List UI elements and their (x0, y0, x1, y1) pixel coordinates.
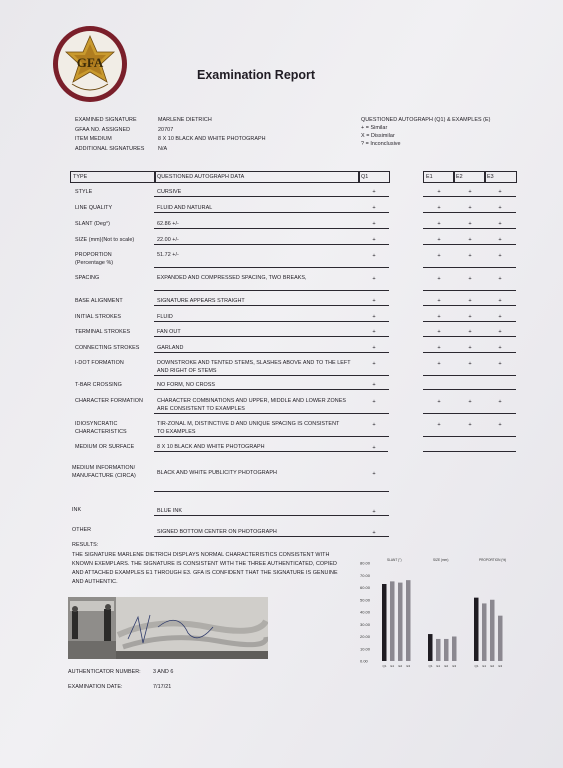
row-value: SIGNATURE APPEARS STRAIGHT (157, 298, 245, 304)
mark-e1: + (437, 345, 441, 351)
results-line: AND ATTACHED EXAMPLES E1 THROUGH E3. GFA IS CONFIDENT THAT THE SIGNATURE IS GENUINE (72, 570, 338, 576)
legend-title: QUESTIONED AUTOGRAPH (Q1) & EXAMPLES (E) (361, 117, 491, 123)
exam-date-label: EXAMINATION DATE: (68, 684, 123, 690)
examined-signature-label: EXAMINED SIGNATURE (75, 117, 137, 123)
row-label: BASE ALIGNMENT (75, 298, 123, 304)
report-title: Examination Report (197, 68, 316, 82)
mark-e2: + (468, 361, 472, 367)
row-label: CONNECTING STROKES (75, 345, 140, 351)
mark-e3: + (498, 189, 502, 195)
row-underline (423, 267, 516, 268)
bar (390, 581, 395, 661)
header-e3: E3 (487, 173, 494, 180)
row-label-line2: (Percentage %) (75, 260, 114, 266)
mark-q1: + (372, 237, 376, 243)
mark-e2: + (468, 298, 472, 304)
y-tick-label: 60.00 (360, 585, 371, 590)
row-underline (423, 413, 516, 414)
chart-group-title: PROPORTION (%) (479, 558, 507, 562)
row-value-line2: ARE CONSISTENT TO EXAMPLES (157, 406, 245, 412)
bar (498, 616, 503, 661)
mark-e3: + (498, 221, 502, 227)
mark-q1: + (372, 445, 376, 451)
x-tick-label: E2 (398, 664, 403, 668)
legend-dissimilar: X = Dissimilar (361, 133, 395, 139)
additional-signatures-value: N/A (158, 145, 168, 152)
row-value: CURSIVE (157, 189, 182, 195)
mark-e3: + (498, 399, 502, 405)
mark-q1: + (372, 422, 376, 428)
row-underline (423, 375, 516, 376)
bar (382, 584, 387, 661)
row-underline (423, 228, 516, 229)
mark-e2: + (468, 276, 472, 282)
results-line: THE SIGNATURE MARLENE DIETRICH DISPLAYS NORMAL CHARACTERISTICS CONSISTENT WITH (72, 552, 330, 558)
row-underline (423, 290, 516, 291)
examined-signature-value: MARLENE DIETRICH (158, 117, 212, 123)
mark-q1: + (372, 253, 376, 259)
row-label: MEDIUM INFORMATION/ (72, 465, 136, 471)
authenticator-label: AUTHENTICATOR NUMBER: (68, 669, 141, 675)
y-tick-label: 80.00 (360, 560, 371, 566)
mark-e2: + (468, 189, 472, 195)
bar (444, 639, 449, 661)
authenticator-value: 3 AND 6 (153, 669, 174, 675)
row-label: T-BAR CROSSING (75, 382, 122, 388)
row-value: SIGNED BOTTOM CENTER ON PHOTOGRAPH (157, 529, 277, 535)
row-label: SIZE (mm)(Not to scale) (75, 237, 135, 243)
row-underline (154, 290, 389, 291)
row-label: SPACING (75, 275, 100, 281)
mark-q1: + (372, 399, 376, 405)
row-value-line2: AND RIGHT OF STEMS (157, 368, 217, 374)
bar (474, 598, 479, 661)
mark-e2: + (468, 314, 472, 320)
row-underline (154, 196, 389, 197)
row-underline (423, 321, 516, 322)
row-underline (154, 536, 389, 537)
row-underline (154, 451, 358, 452)
mark-q1: + (372, 471, 376, 477)
mark-e1: + (437, 314, 441, 320)
row-label: OTHER (72, 527, 92, 533)
row-value: TIR-ZONAL M, DISTINCTIVE D AND UNIQUE SPACING IS CONSISTENT (157, 421, 340, 427)
row-label: INK (72, 507, 82, 513)
x-tick-label: E1 (390, 664, 395, 668)
mark-e2: + (468, 399, 472, 405)
row-label: TERMINAL STROKES (75, 329, 131, 335)
x-tick-label: E3 (452, 664, 457, 668)
mark-q1: + (372, 221, 376, 227)
mark-e3: + (498, 422, 502, 428)
row-label: SLANT (Deg°) (75, 221, 111, 227)
row-label: IDIOSYNCRATIC (75, 421, 118, 427)
header-questioned: QUESTIONED AUTOGRAPH DATA (157, 173, 245, 180)
mark-e3: + (498, 314, 502, 320)
gfaa-no-label: GFAA NO. ASSIGNED (75, 126, 131, 133)
mark-q1: + (372, 314, 376, 320)
mark-e1: + (437, 221, 441, 227)
header-type: TYPE (73, 173, 88, 180)
row-underline (423, 451, 516, 452)
row-underline (154, 244, 389, 245)
mark-e3: + (498, 205, 502, 211)
x-tick-label: E2 (490, 664, 495, 668)
legend-similar: + = Similar (361, 125, 388, 131)
header-e2: E2 (456, 173, 463, 180)
x-tick-label: Q1 (474, 664, 479, 668)
y-tick-label: 70.00 (360, 572, 371, 578)
x-tick-label: Q1 (382, 664, 387, 668)
bar (428, 634, 433, 661)
item-medium-value: 8 X 10 BLACK AND WHITE PHOTOGRAPH (158, 136, 266, 142)
signature-photograph (68, 597, 268, 659)
row-underline (423, 389, 516, 390)
mark-e2: + (468, 237, 472, 243)
mark-q1: + (372, 382, 376, 388)
bar (482, 603, 487, 661)
bar (452, 637, 457, 662)
row-underline (154, 375, 389, 376)
row-label-line2: CHARACTERISTICS (75, 429, 127, 435)
mark-q1: + (372, 345, 376, 351)
item-medium-label: ITEM MEDIUM (75, 136, 112, 142)
y-tick-label: 10.00 (360, 646, 371, 652)
gfaa-no-value: 20707 (158, 126, 174, 133)
mark-e2: + (468, 253, 472, 259)
mark-q1: + (372, 530, 376, 536)
header-e1: E1 (426, 173, 433, 180)
bar (406, 580, 411, 661)
row-underline (154, 413, 389, 414)
mark-q1: + (372, 276, 376, 282)
x-tick-label: E1 (482, 664, 487, 668)
row-value: NO FORM, NO CROSS (157, 382, 216, 388)
header-q1: Q1 (361, 173, 369, 180)
mark-q1: + (372, 361, 376, 367)
row-underline (154, 228, 389, 229)
chart-group-title: SIZE (mm) (433, 558, 449, 562)
row-underline (423, 336, 516, 337)
row-value: 22.00 +/- (157, 237, 179, 243)
y-tick-label: 0.00 (360, 658, 368, 664)
row-underline (154, 352, 389, 353)
row-value: BLUE INK (157, 508, 182, 514)
mark-e2: + (468, 205, 472, 211)
mark-e1: + (437, 329, 441, 335)
mark-e2: + (468, 422, 472, 428)
y-tick-label: 50.00 (360, 597, 371, 603)
mark-e1: + (437, 361, 441, 367)
row-value: FLUID (157, 314, 173, 320)
row-label: LINE QUALITY (75, 205, 113, 211)
row-underline (358, 451, 388, 452)
row-underline (154, 267, 389, 268)
row-underline (423, 305, 516, 306)
svg-text:GFA: GFA (76, 55, 104, 70)
mark-e1: + (437, 399, 441, 405)
exam-date-value: 7/17/21 (153, 684, 172, 690)
x-tick-label: E2 (444, 664, 449, 668)
mark-e3: + (498, 345, 502, 351)
row-underline (154, 305, 389, 306)
bar (490, 600, 495, 661)
mark-e3: + (498, 329, 502, 335)
results-heading: RESULTS: (72, 542, 99, 548)
row-underline (423, 352, 516, 353)
y-tick-label: 30.00 (360, 621, 371, 627)
row-underline (423, 196, 516, 197)
mark-q1: + (372, 189, 376, 195)
row-underline (423, 212, 516, 213)
row-value: BLACK AND WHITE PUBLICITY PHOTOGRAPH (157, 470, 277, 476)
mark-e3: + (498, 276, 502, 282)
row-underline (154, 436, 389, 437)
mark-e2: + (468, 221, 472, 227)
x-tick-label: Q1 (428, 664, 433, 668)
mark-e3: + (498, 253, 502, 259)
row-underline (154, 212, 389, 213)
mark-e1: + (437, 276, 441, 282)
row-underline (423, 244, 516, 245)
x-tick-label: E3 (406, 664, 411, 668)
mark-e3: + (498, 298, 502, 304)
mark-q1: + (372, 329, 376, 335)
mark-e3: + (498, 361, 502, 367)
row-underline (154, 389, 389, 390)
mark-e2: + (468, 345, 472, 351)
row-underline (154, 515, 389, 516)
row-label: CHARACTER FORMATION (75, 398, 143, 404)
chart-group-title: SLANT (°) (387, 558, 402, 562)
row-label: PROPORTION (75, 252, 112, 258)
row-value: 51.72 +/- (157, 252, 179, 258)
mark-q1: + (372, 298, 376, 304)
row-label: INITIAL STROKES (75, 314, 122, 320)
row-underline (154, 321, 389, 322)
row-value: DOWNSTROKE AND TENTED STEMS, SLASHES ABOVE AND TO THE LEFT (157, 360, 351, 366)
mark-e1: + (437, 237, 441, 243)
mark-q1: + (372, 205, 376, 211)
mark-e1: + (437, 253, 441, 259)
y-tick-label: 20.00 (360, 634, 371, 639)
gfa-seal-logo (52, 24, 128, 104)
row-label-line2: MANUFACTURE (CIRCA) (72, 473, 136, 479)
row-label: I-DOT FORMATION (75, 360, 124, 366)
x-tick-label: E3 (498, 664, 503, 668)
mark-e3: + (498, 237, 502, 243)
row-underline (423, 436, 516, 437)
mark-e1: + (437, 205, 441, 211)
row-label: MEDIUM OR SURFACE (75, 444, 135, 450)
y-tick-label: 40.00 (360, 609, 371, 615)
mark-e1: + (437, 189, 441, 195)
x-tick-label: E1 (436, 664, 441, 668)
row-value: 8 X 10 BLACK AND WHITE PHOTOGRAPH (157, 444, 265, 450)
row-value: FAN OUT (157, 329, 181, 335)
row-underline (154, 336, 389, 337)
bar-charts (360, 553, 520, 673)
results-line: AND AUTHENTIC. (72, 579, 118, 585)
row-label: STYLE (75, 189, 93, 195)
row-value: GARLAND (157, 345, 184, 351)
bar (436, 639, 441, 661)
bar (398, 583, 403, 661)
mark-e2: + (468, 329, 472, 335)
row-value: EXPANDED AND COMPRESSED SPACING, TWO BREAKS, (157, 275, 307, 281)
mark-q1: + (372, 509, 376, 515)
row-value: FLUID AND NATURAL (157, 205, 213, 211)
row-value: 62.86 +/- (157, 221, 179, 227)
mark-e1: + (437, 422, 441, 428)
row-value: CHARACTER COMBINATIONS AND UPPER, MIDDLE AND LOWER ZONES (157, 398, 346, 404)
row-underline (154, 491, 389, 492)
legend-inconclusive: ? = Inconclusive (361, 141, 401, 147)
mark-e1: + (437, 298, 441, 304)
additional-signatures-label: ADDITIONAL SIGNATURES (75, 145, 145, 152)
results-line: KNOWN EXEMPLARS. THE SIGNATURE IS CONSISTENT WITH THE THREE AUTHENTICATED, COPIED (72, 561, 337, 567)
row-value-line2: TO EXAMPLES (157, 429, 196, 435)
